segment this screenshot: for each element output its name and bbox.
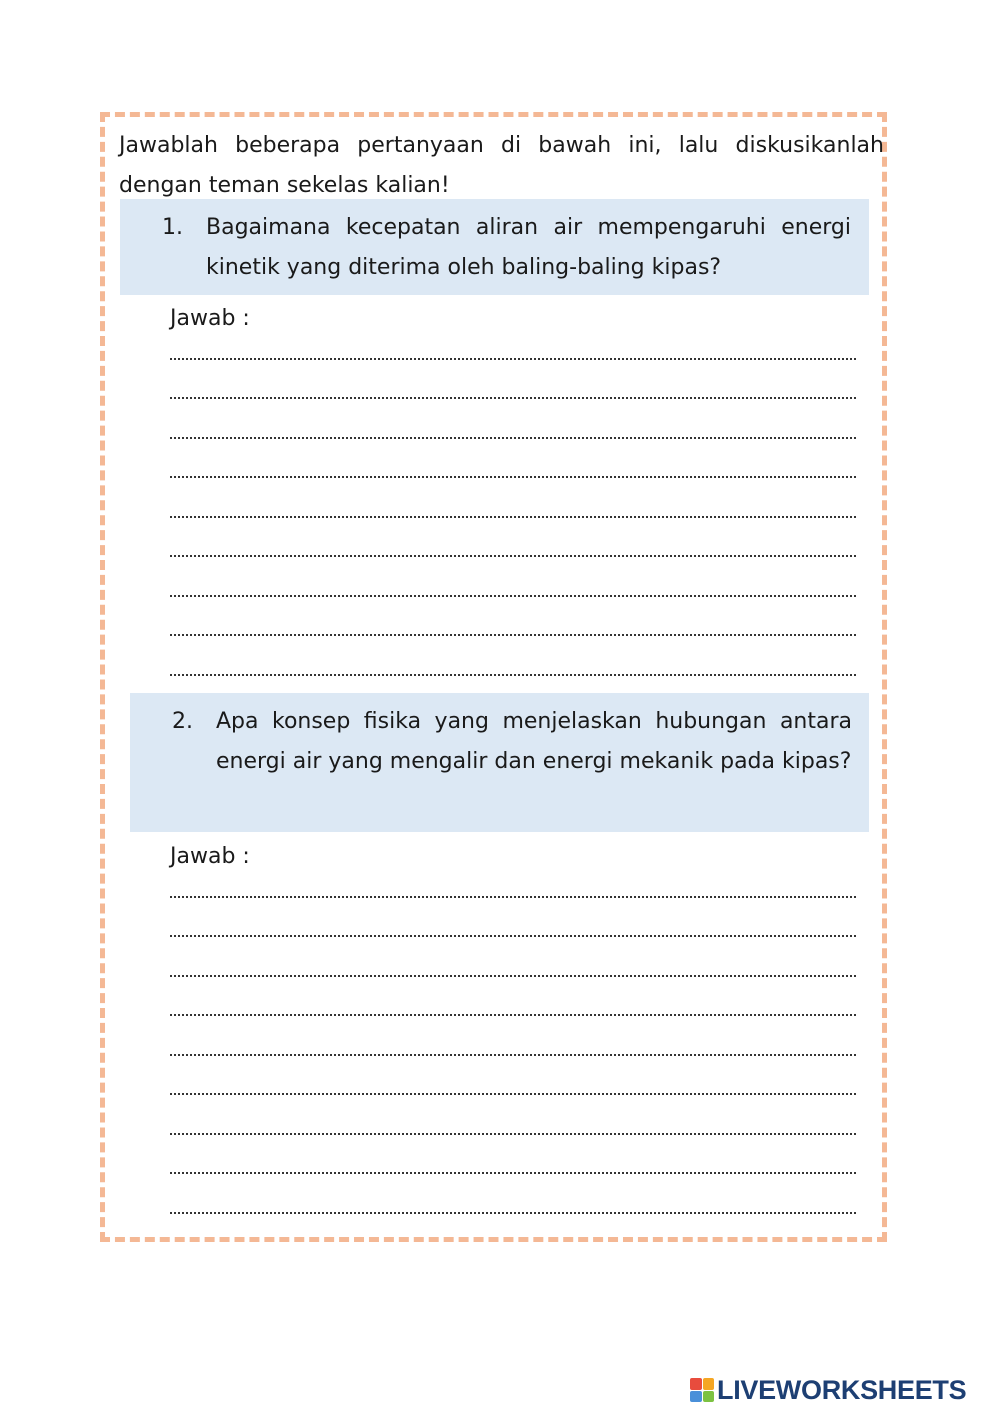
answer-line[interactable] xyxy=(170,1184,856,1224)
question-1-box xyxy=(120,199,869,295)
answer-line[interactable] xyxy=(170,908,856,948)
answer-line[interactable] xyxy=(170,646,856,686)
answer-line[interactable] xyxy=(170,947,856,987)
answer-line[interactable] xyxy=(170,330,856,370)
answer-line[interactable] xyxy=(170,370,856,410)
answer-line[interactable] xyxy=(170,1026,856,1066)
instructions-text: Jawablah beberapa pertanyaan di bawah ini, lalu diskusikanlah dengan teman sekelas kalian! xyxy=(119,133,884,198)
answer-2-area[interactable] xyxy=(170,868,856,1224)
question-1-number: 1. xyxy=(162,215,183,240)
question-2-text: Apa konsep fisika yang menjelaskan hubungan antara energi air yang mengalir dan energi mekanik pada kipas? xyxy=(216,709,852,774)
liveworksheets-logo xyxy=(690,1374,966,1406)
question-2-number: 2. xyxy=(172,709,193,734)
answer-1-area[interactable] xyxy=(170,330,856,686)
answer-line[interactable] xyxy=(170,607,856,647)
answer-line[interactable] xyxy=(170,1105,856,1145)
logo-wordmark: LIVEWORKSHEETS xyxy=(717,1374,967,1405)
question-1-text: Bagaimana kecepatan aliran air mempengaruhi energi kinetik yang diterima oleh baling-baling kipas? xyxy=(206,215,851,280)
question-2-box xyxy=(130,693,869,832)
answer-2-label: Jawab : xyxy=(170,844,250,869)
answer-line[interactable] xyxy=(170,528,856,568)
liveworksheets-logo-icon xyxy=(690,1378,714,1402)
answer-line[interactable] xyxy=(170,567,856,607)
answer-line[interactable] xyxy=(170,409,856,449)
answer-line[interactable] xyxy=(170,1145,856,1185)
answer-line[interactable] xyxy=(170,449,856,489)
answer-line[interactable] xyxy=(170,868,856,908)
answer-line[interactable] xyxy=(170,1066,856,1106)
answer-line[interactable] xyxy=(170,987,856,1027)
answer-line[interactable] xyxy=(170,488,856,528)
answer-1-label: Jawab : xyxy=(170,306,250,331)
